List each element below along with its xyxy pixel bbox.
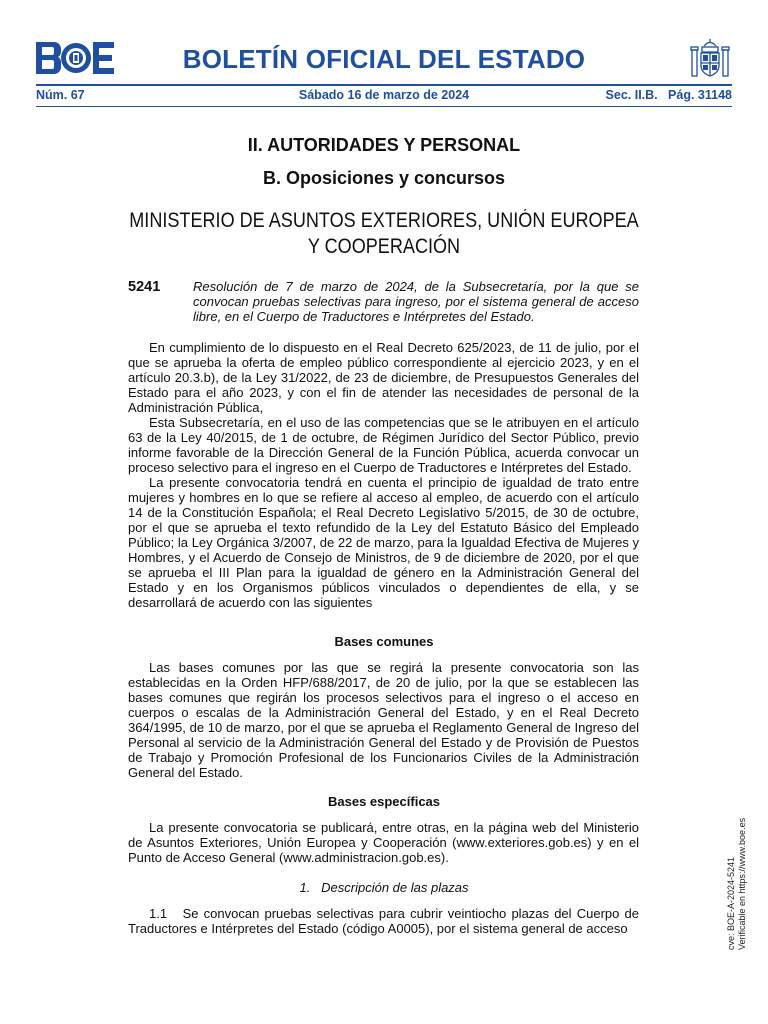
header-rule-bottom xyxy=(36,106,732,107)
verification-note xyxy=(726,818,748,950)
verify-url: Verificable en https://www.boe.es xyxy=(737,817,747,950)
descripcion-heading: 1. Descripción de las plazas xyxy=(299,880,469,895)
bases-especificas-text xyxy=(128,820,639,865)
document-number: 5241 xyxy=(128,279,161,295)
paragraph: La presente convocatoria se publicará, entre otras, en la página web del Ministerio de Asuntos Exteriores, Unión Europea y Cooperación (www.exteriores.gob.es) y en el Punto de Acceso General (www.administracion.gob.es). xyxy=(128,820,639,865)
cve-code: cve: BOE-A-2024-5241 xyxy=(726,856,736,950)
issue-date: Sábado 16 de marzo de 2024 xyxy=(298,88,470,102)
paragraph: 1.1 Se convocan pruebas selectivas para cubrir veintiocho plazas del Cuerpo de Traductores e Intérpretes del Estado (código A0005), por el sistema general de acceso xyxy=(128,906,643,936)
bases-especificas-heading: Bases específicas xyxy=(327,794,441,809)
ministry-line-1: MINISTERIO DE ASUNTOS EXTERIORES, UNIÓN EUROPEA xyxy=(129,209,639,232)
header-rule-top xyxy=(36,84,732,86)
resolution-title: Resolución de 7 de marzo de 2024, de la Subsecretaría, por la que se convocan pruebas selectivas para ingreso, por el sistema general de acceso libre, en el Cuerpo de Traductores e Intérpretes del Estado. xyxy=(193,279,639,324)
issue-number: Núm. 67 xyxy=(36,88,85,102)
ministry-heading xyxy=(54,208,714,260)
paragraph: La presente convocatoria tendrá en cuenta el principio de igualdad de trato entre mujeres y hombres en lo que se refiere al acceso al empleo, de acuerdo con el artículo 14 de la Constitución Española; el Real Decreto Legislativo 5/2015, de 30 de octubre, por el que se aprueba el texto refundido de la Ley del Estatuto Básico del Empleado Público; la Ley Orgánica 3/2007, de 22 de marzo, para la Igualdad Efectiva de Mujeres y Hombres, y el Acuerdo de Consejo de Ministros, de 9 de diciembre de 2020, por el que se aprueba el III Plan para la igualdad de género en la Administración General del Estado y en los Organismos públicos vinculados o dependientes de ella, y se desarrollará de acuerdo con las siguientes xyxy=(128,475,639,610)
paragraph: Las bases comunes por las que se regirá la presente convocatoria son las establecidas en la Orden HFP/688/2017, de 20 de julio, por la que se establecen las bases comunes que regirán los procesos selectivos para el ingreso o el acceso en cuerpos o escalas de la Administración General del Estado, y en el Real Decreto 364/1995, de 10 de marzo, por el que se aprueba el Reglamento General de Ingreso del Personal al servicio de la Administración General del Estado y de Provisión de Puestos de Trabajo y Promoción Profesional de los Funcionarios Civiles de la Administración General del Estado. xyxy=(128,660,639,780)
paragraph-1-1 xyxy=(128,906,643,936)
journal-title: BOLETÍN OFICIAL DEL ESTADO xyxy=(182,44,586,74)
paragraph: Esta Subsecretaría, en el uso de las competencias que se le atribuyen en el artículo 63 de la Ley 40/2015, de 1 de octubre, de Régimen Jurídico del Sector Público, previo informe favorable de la Dirección General de la Función Pública, acuerda convocar un proceso selectivo para el ingreso en el Cuerpo de Traductores e Intérpretes del Estado. xyxy=(128,415,639,475)
section-subtitle: B. Oposiciones y concursos xyxy=(262,168,506,188)
coat-of-arms-icon xyxy=(690,38,730,80)
intro-paragraphs xyxy=(128,340,639,610)
section-title: II. AUTORIDADES Y PERSONAL xyxy=(247,135,521,155)
paragraph: En cumplimiento de lo dispuesto en el Real Decreto 625/2023, de 11 de julio, por el que se aprueba la oferta de empleo público correspondiente al ejercicio 2023, y en el artículo 20.3.b), de la Ley 31/2022, de 23 de diciembre, de Presupuestos Generales del Estado para el año 2023, y con el fin de atender las necesidades de personal de la Administración Pública, xyxy=(128,340,639,415)
section-page: Sec. II.B. Pág. 31148 xyxy=(605,88,732,102)
bases-comunes-text xyxy=(128,660,639,780)
ministry-line-2: Y COOPERACIÓN xyxy=(307,235,461,258)
bases-comunes-heading: Bases comunes xyxy=(334,634,434,649)
